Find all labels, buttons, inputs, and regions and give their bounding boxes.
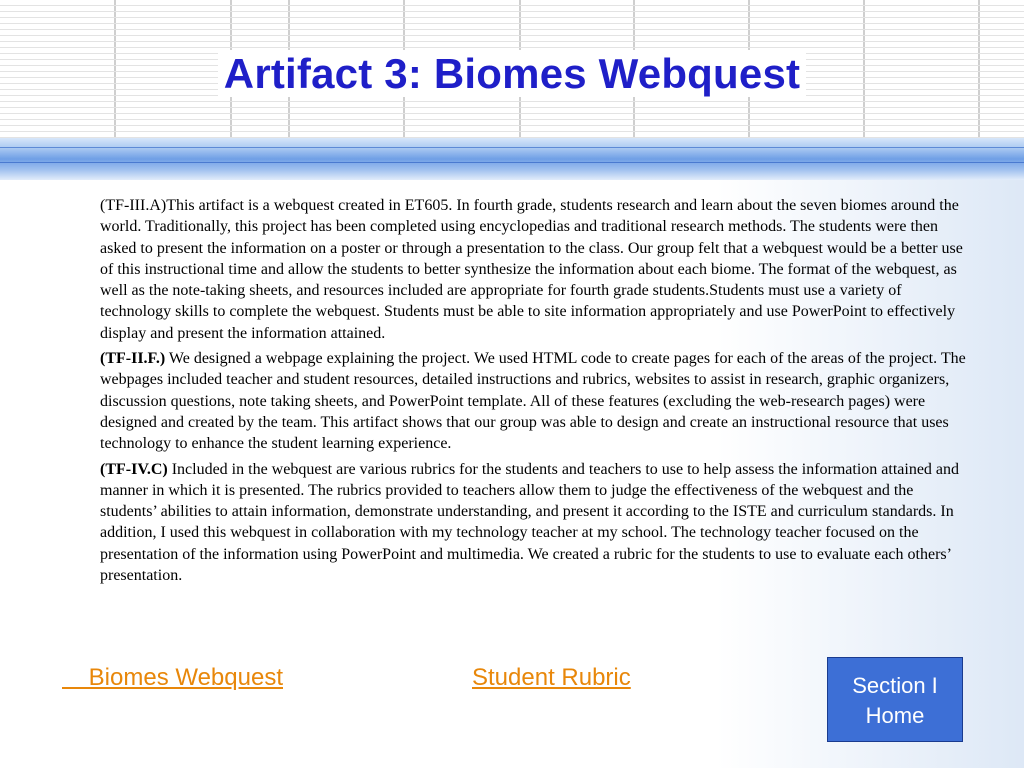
home-button-line1: Section I bbox=[852, 673, 938, 698]
artifact-links bbox=[0, 664, 800, 696]
paragraph-text: (TF-III.A)This artifact is a webquest created in ET605. In fourth grade, students research and learn about the seven biomes around the world. Traditionally, this project has been completed using encyclopedias and traditional research methods. The students were then asked to present the information on a poster or through a presentation to the class. Our group felt that a webquest would be a better use of this instructional time and allow the students to better synthesize the information about each biome. The format of the webquest, as well as the note-taking sheets, and resources included are appropriate for fourth grade students.Students must use a variety of technology skills to complete the webquest. Students must be able to site information appropriately and use PowerPoint to effectively display and present the information attained. bbox=[100, 197, 963, 342]
paragraph-text: Included in the webquest are various rubrics for the students and teachers to use to help assess the information attained and manner in which it is presented. The rubrics provided to teachers allow them to judge the effectiveness of the webquest and the students’ abilities to attain information, demonstrate understanding, and present it according to the ISTE and curriculum standards. In addition, I used this webquest in collaboration with my technology teacher at my school. The technology teacher focused on the presentation of the information using PowerPoint and multimedia. We created a rubric for the students to use to evaluate each others’ presentation. bbox=[100, 460, 960, 585]
standard-code: (TF-IV.C) bbox=[100, 460, 168, 478]
paragraph-tf-ii-f bbox=[100, 348, 970, 454]
standard-code: (TF-II.F.) bbox=[100, 350, 166, 368]
page-title bbox=[0, 50, 1024, 98]
artifact-description bbox=[100, 195, 970, 590]
biomes-webquest-link[interactable]: Biomes Webquest bbox=[62, 664, 283, 691]
page-title-text: Artifact 3: Biomes Webquest bbox=[218, 50, 806, 97]
band-divider-bottom bbox=[0, 162, 1024, 163]
paragraph-tf-iii-a bbox=[100, 195, 970, 344]
student-rubric-link[interactable]: Student Rubric bbox=[472, 664, 631, 691]
home-button-line2: Home bbox=[865, 703, 925, 728]
paragraph-tf-iv-c bbox=[100, 459, 970, 587]
paragraph-text: We designed a webpage explaining the project. We used HTML code to create pages for each of the areas of the project. The webpages included teacher and student resources, detailed instructions and rubrics, websites to assist in research, graphic organizers, discussion questions, note taking sheets, and PowerPoint template. All of these features (excluding the web-research pages) were designed and created by the team. This artifact shows that our group was able to design and create an instructional resource that uses technology to enhance the student learning experience. bbox=[100, 350, 966, 453]
section-home-button[interactable] bbox=[827, 657, 963, 742]
decorative-band bbox=[0, 138, 1024, 180]
band-divider-top bbox=[0, 147, 1024, 148]
